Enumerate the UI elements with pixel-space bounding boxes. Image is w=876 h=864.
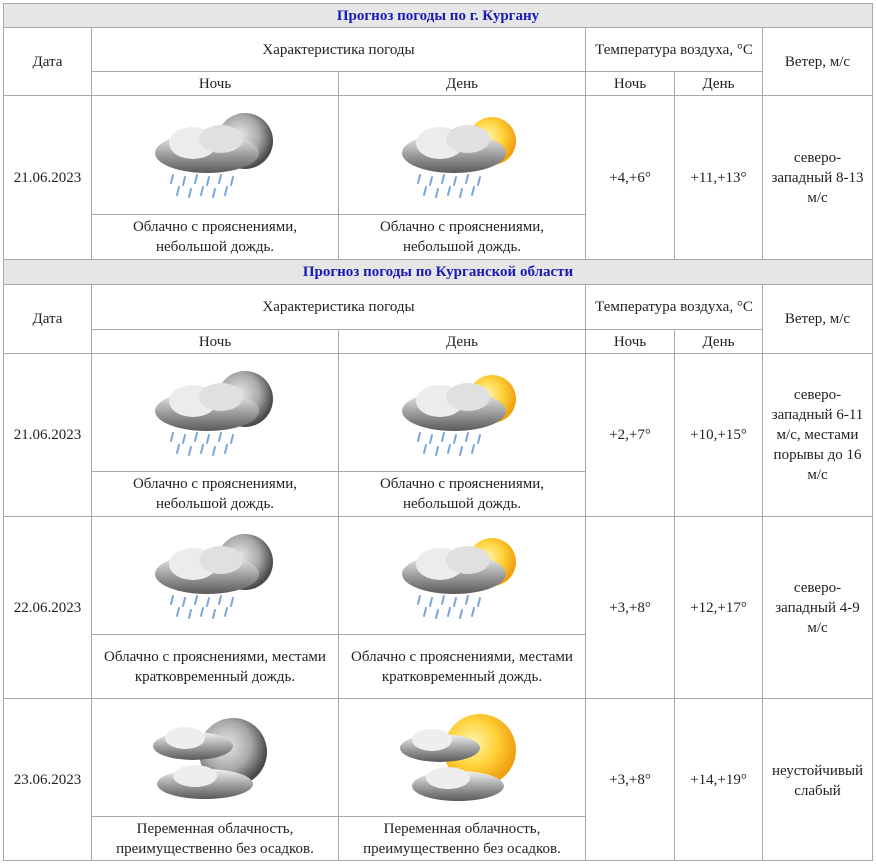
temp-day-value: +11,+13° bbox=[674, 95, 763, 260]
region-temp-night-header: Ночь bbox=[585, 329, 675, 354]
city-wind-header: Ветер, м/с bbox=[762, 27, 873, 96]
day-icon-cell bbox=[338, 95, 586, 215]
night-icon-cell bbox=[91, 95, 339, 215]
wind-value: северо-западный 8-13 м/с bbox=[762, 95, 873, 260]
city-temp-day-header: День bbox=[674, 71, 763, 96]
night-description: Облачно с прояснениями, местами кратковременный дождь. bbox=[91, 634, 339, 699]
sun-cloud-rain-icon bbox=[392, 363, 532, 463]
night-description: Облачно с прояснениями, небольшой дождь. bbox=[91, 471, 339, 517]
region-day-header: День bbox=[338, 329, 586, 354]
region-temp-day-header: День bbox=[674, 329, 763, 354]
region-temp-header: Температура воздуха, °С bbox=[585, 284, 763, 330]
city-temp-night-header: Ночь bbox=[585, 71, 675, 96]
city-night-header: Ночь bbox=[91, 71, 339, 96]
city-weather-header: Характеристика погоды bbox=[91, 27, 586, 72]
day-description: Переменная облачность, преимущественно без осадков. bbox=[338, 816, 586, 861]
region-wind-header: Ветер, м/с bbox=[762, 284, 873, 354]
date-cell: 23.06.2023 bbox=[3, 698, 92, 861]
date-cell: 21.06.2023 bbox=[3, 95, 92, 260]
night-description: Облачно с прояснениями, небольшой дождь. bbox=[91, 214, 339, 260]
moon-clouds-icon bbox=[145, 708, 285, 808]
city-date-header: Дата bbox=[3, 27, 92, 96]
date-cell: 21.06.2023 bbox=[3, 353, 92, 517]
wind-value: северо-западный 6-11 м/с, местами порывы до 16 м/с bbox=[762, 353, 873, 517]
region-night-header: Ночь bbox=[91, 329, 339, 354]
day-icon-cell bbox=[338, 516, 586, 635]
moon-cloud-rain-icon bbox=[145, 363, 285, 463]
day-icon-cell bbox=[338, 353, 586, 472]
night-description: Переменная облачность, преимущественно без осадков. bbox=[91, 816, 339, 861]
temp-day-value: +14,+19° bbox=[674, 698, 763, 861]
wind-value: неустойчивый слабый bbox=[762, 698, 873, 861]
region-date-header: Дата bbox=[3, 284, 92, 354]
region-weather-header: Характеристика погоды bbox=[91, 284, 586, 330]
moon-cloud-rain-icon bbox=[145, 526, 285, 626]
night-icon-cell bbox=[91, 516, 339, 635]
moon-cloud-rain-icon bbox=[145, 105, 285, 205]
region-section-title: Прогноз погоды по Курганской области bbox=[3, 259, 873, 285]
city-day-header: День bbox=[338, 71, 586, 96]
night-icon-cell bbox=[91, 353, 339, 472]
day-icon-cell bbox=[338, 698, 586, 817]
temp-night-value: +2,+7° bbox=[585, 353, 675, 517]
city-temp-header: Температура воздуха, °С bbox=[585, 27, 763, 72]
wind-value: северо-западный 4-9 м/с bbox=[762, 516, 873, 699]
sun-clouds-icon bbox=[392, 708, 532, 808]
night-icon-cell bbox=[91, 698, 339, 817]
city-section-title: Прогноз погоды по г. Кургану bbox=[3, 3, 873, 28]
day-description: Облачно с прояснениями, небольшой дождь. bbox=[338, 471, 586, 517]
temp-night-value: +4,+6° bbox=[585, 95, 675, 260]
day-description: Облачно с прояснениями, небольшой дождь. bbox=[338, 214, 586, 260]
sun-cloud-rain-icon bbox=[392, 105, 532, 205]
sun-cloud-rain-icon bbox=[392, 526, 532, 626]
day-description: Облачно с прояснениями, местами кратковременный дождь. bbox=[338, 634, 586, 699]
temp-night-value: +3,+8° bbox=[585, 698, 675, 861]
date-cell: 22.06.2023 bbox=[3, 516, 92, 699]
temp-night-value: +3,+8° bbox=[585, 516, 675, 699]
temp-day-value: +10,+15° bbox=[674, 353, 763, 517]
temp-day-value: +12,+17° bbox=[674, 516, 763, 699]
